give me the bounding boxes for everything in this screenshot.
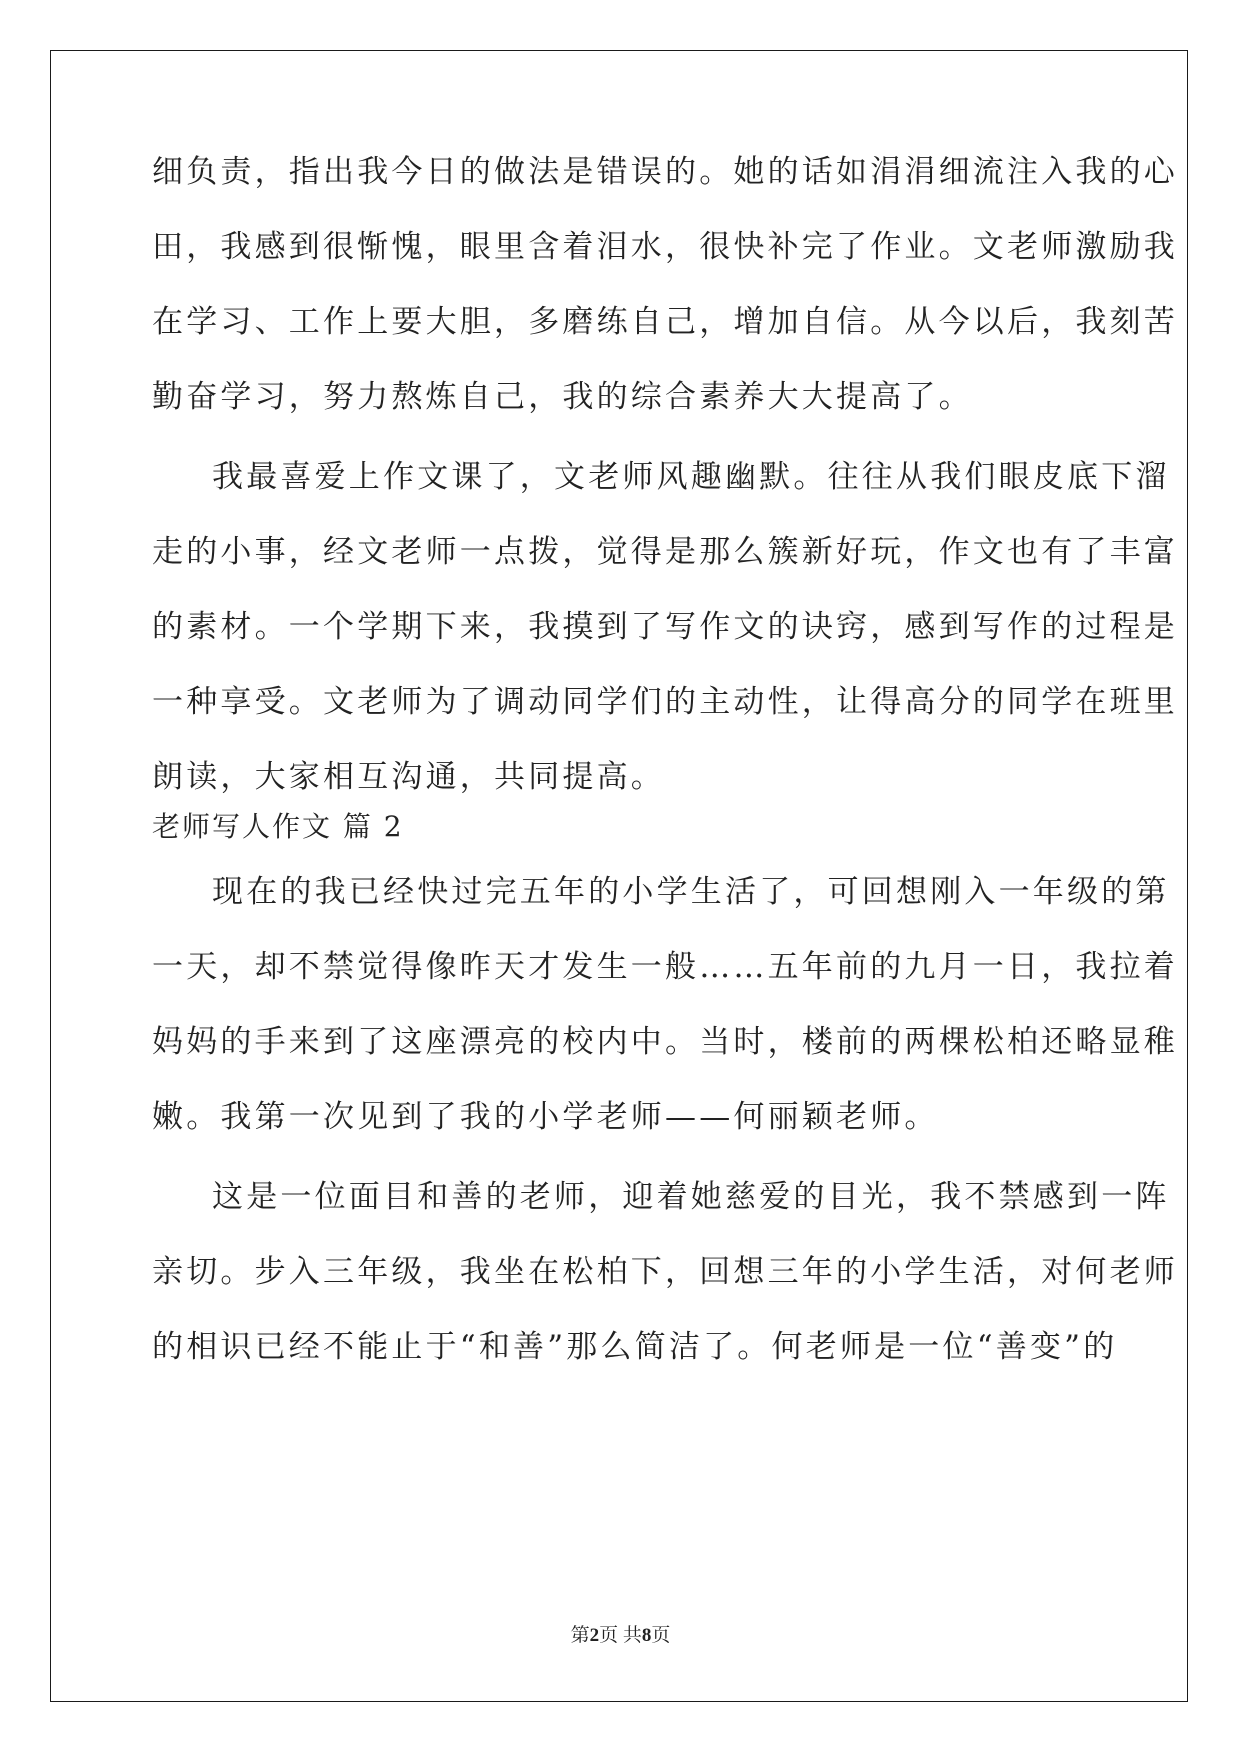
- paragraph-line: 的相识已经不能止于“和善”那么简洁了。何老师是一位“善变”的: [152, 1329, 1118, 1365]
- page-footer: [0, 1620, 1241, 1647]
- paragraph-line: 一天，却不禁觉得像昨天才发生一般……五年前的九月一日，我拉着: [152, 949, 1178, 985]
- paragraph-line: 勤奋学习，努力熬炼自己，我的综合素养大大提高了。: [152, 379, 973, 415]
- footer-suffix: 页: [651, 1625, 671, 1646]
- paragraph-line: 我最喜爱上作文课了，文老师风趣幽默。往往从我们眼皮底下溜: [212, 459, 1170, 495]
- paragraph-line: 朗读，大家相互沟通，共同提高。: [152, 759, 665, 795]
- paragraph-line: 这是一位面目和善的老师，迎着她慈爱的目光，我不禁感到一阵: [212, 1179, 1170, 1215]
- footer-mid: 页 共: [599, 1625, 642, 1646]
- paragraph-line: 细负责，指出我今日的做法是错误的。她的话如涓涓细流注入我的心: [152, 154, 1178, 190]
- paragraph-line: 亲切。步入三年级，我坐在松柏下，回想三年的小学生活，对何老师: [152, 1254, 1178, 1290]
- paragraph-line: 在学习、工作上要大胆，多磨练自己，增加自信。从今以后，我刻苦: [152, 304, 1178, 340]
- total-page-number: 8: [641, 1625, 652, 1646]
- footer-prefix: 第: [570, 1625, 590, 1646]
- paragraph-line: 嫩。我第一次见到了我的小学老师——何丽颖老师。: [152, 1099, 939, 1135]
- current-page-number: 2: [589, 1625, 600, 1646]
- paragraph-line: 一种享受。文老师为了调动同学们的主动性，让得高分的同学在班里: [152, 684, 1178, 720]
- paragraph-line: 的素材。一个学期下来，我摸到了写作文的诀窍，感到写作的过程是: [152, 609, 1178, 645]
- paragraph-line: 田，我感到很惭愧，眼里含着泪水，很快补完了作业。文老师激励我: [152, 229, 1178, 265]
- paragraph-line: 现在的我已经快过完五年的小学生活了，可回想刚入一年级的第: [212, 874, 1170, 910]
- paragraph-line: 走的小事，经文老师一点拨，觉得是那么簇新好玩，作文也有了丰富: [152, 534, 1178, 570]
- section-heading: 老师写人作文 篇 2: [152, 810, 404, 843]
- paragraph-line: 妈妈的手来到了这座漂亮的校内中。当时，楼前的两棵松柏还略显稚: [152, 1024, 1178, 1060]
